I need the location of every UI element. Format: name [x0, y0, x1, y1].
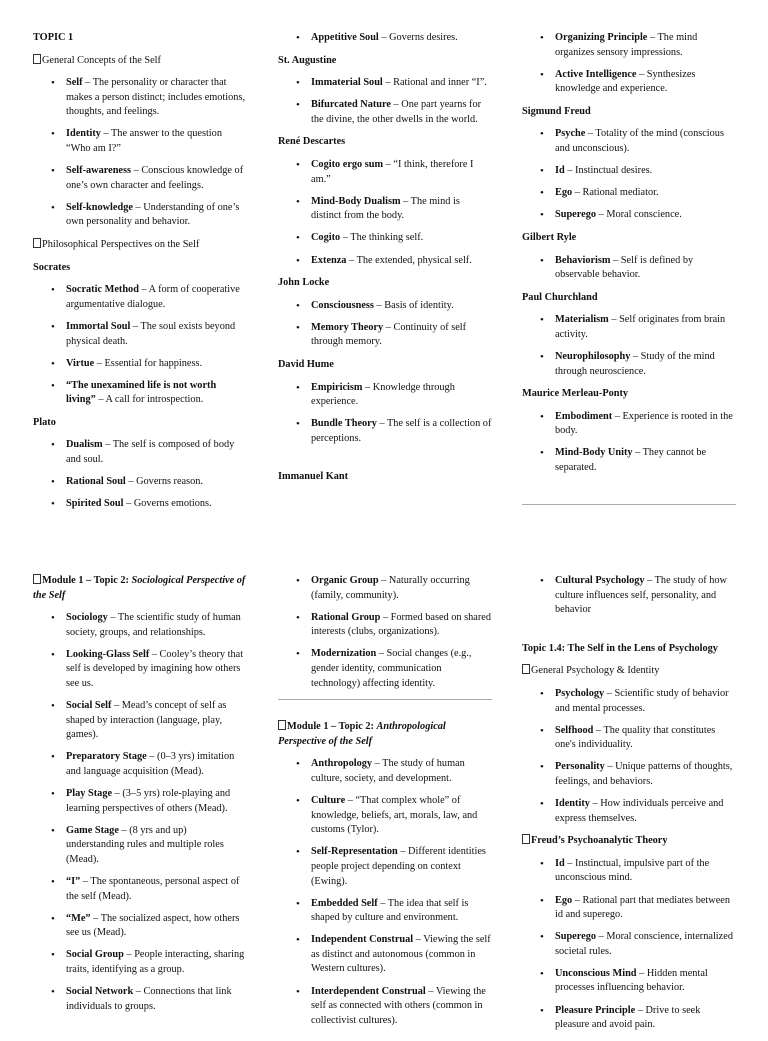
item-term: Interdependent Construal	[311, 985, 426, 997]
top-column-1	[33, 31, 247, 520]
item-description: – The spontaneous, personal aspect of the self (Mead).	[66, 876, 240, 902]
list-item	[66, 912, 247, 941]
anthropological-continued-list	[522, 574, 736, 618]
list-item	[555, 797, 736, 826]
philosopher-heading-locke: John Locke	[278, 277, 330, 289]
item-term: Cogito ergo sum	[311, 159, 384, 171]
list-item	[66, 201, 247, 230]
divider-line	[278, 699, 492, 700]
list-item	[66, 750, 247, 779]
item-term: Extenza	[311, 254, 347, 266]
philosopher-heading-kant: Immanuel Kant	[278, 471, 349, 483]
item-term: “I”	[66, 876, 81, 888]
list-item	[555, 687, 736, 716]
list-item	[555, 574, 736, 618]
item-description: – Basis of identity.	[373, 299, 454, 311]
item-term: Modernization	[311, 648, 377, 660]
list-item	[311, 417, 492, 446]
item-term: Personality	[555, 761, 605, 773]
item-description: – The personality or character that makes a person distinct; includes emotions, thoughts, and feelings.	[66, 77, 246, 118]
philosopher-heading-socrates: Socrates	[33, 261, 71, 273]
item-description: – Viewing the self as distinct and autonomous (common in Western cultures).	[311, 934, 491, 975]
item-term: Self-awareness	[66, 165, 132, 177]
item-term: Superego	[555, 209, 597, 221]
section-heading-general-psychology: General Psychology & Identity	[522, 664, 736, 679]
item-description: – They cannot be separated.	[555, 447, 707, 474]
module-heading-anthropological: Module 1 – Topic 2: Anthropological Perspective of the Self	[278, 721, 446, 747]
item-description: – A call for introspection.	[95, 394, 204, 406]
item-description: – A form of cooperative argumentative dialogue.	[66, 284, 240, 310]
item-description: – Essential for happiness.	[94, 357, 203, 369]
list-item	[311, 158, 492, 187]
item-description: – Governs desires.	[378, 32, 458, 43]
item-term: Social Self	[66, 700, 112, 712]
item-term: Identity	[66, 128, 101, 140]
list-item	[66, 76, 247, 120]
list-item	[555, 350, 736, 379]
item-term: Organizing Principle	[555, 32, 648, 43]
item-term: “The unexamined life is not worth living”	[66, 379, 217, 406]
bottom-column-3	[522, 574, 736, 1041]
item-description: – Synthesizes knowledge and experience.	[555, 68, 696, 95]
item-description: – Unique patterns of thoughts, feelings, and behaviors.	[555, 761, 733, 787]
item-term: Pleasure Principle	[555, 1004, 636, 1016]
item-description: – The answer to the question “Who am I?”	[66, 128, 222, 155]
list-item	[66, 475, 247, 490]
item-term: Organic Group	[311, 575, 379, 586]
item-description: – Self originates from brain activity.	[555, 314, 726, 340]
descartes-list	[278, 158, 492, 268]
augustine-list	[278, 76, 492, 127]
socrates-list	[33, 283, 247, 408]
item-term: Self	[66, 77, 83, 89]
item-description: – Rational and inner “I”.	[382, 77, 487, 89]
item-description: – Formed based on shared interests (clubs, organizations).	[311, 611, 491, 638]
list-item	[311, 98, 492, 127]
item-term: Unconscious Mind	[555, 967, 637, 979]
item-description: – The socialized aspect, how others see us (Mead).	[66, 912, 240, 939]
list-item	[66, 875, 247, 904]
item-term: Neurophilosophy	[555, 351, 631, 362]
item-term: Looking-Glass Self	[66, 648, 150, 660]
list-item	[555, 857, 736, 886]
list-item	[311, 254, 492, 269]
item-term: Rational Group	[311, 611, 381, 623]
item-description: – The mind is distinct from the body.	[311, 195, 460, 222]
item-description: – (8 yrs and up) understanding rules and multiple roles (Mead).	[66, 824, 224, 865]
list-item	[311, 231, 492, 246]
general-concepts-list	[33, 76, 247, 230]
item-term: Bundle Theory	[311, 418, 377, 430]
item-term: Socratic Method	[66, 284, 139, 296]
item-term: Consciousness	[311, 299, 374, 311]
item-description: – Cooley’s theory that self is developed by imagining how others see us.	[66, 648, 244, 690]
item-description: – The mind organizes sensory impressions.	[555, 32, 698, 58]
item-term: Superego	[555, 931, 597, 943]
item-term: Immaterial Soul	[311, 77, 383, 89]
topic-heading-psychology: Topic 1.4: The Self in the Lens of Psychology	[522, 642, 718, 654]
item-term: Embodiment	[555, 410, 613, 422]
merleau-ponty-list	[522, 410, 736, 476]
philosopher-heading-descartes: René Descartes	[278, 136, 346, 148]
list-item	[555, 164, 736, 179]
item-description: – The idea that self is shaped by culture and environment.	[311, 897, 469, 924]
item-description: – The quality that constitutes one's individuality.	[555, 724, 716, 751]
item-term: Spirited Soul	[66, 498, 124, 510]
list-item	[311, 76, 492, 91]
list-item	[311, 985, 492, 1029]
item-description: – The thinking self.	[340, 232, 424, 244]
item-description: – Knowledge through experience.	[311, 381, 455, 408]
item-description: – Understanding of one’s own personality and behavior.	[66, 201, 240, 228]
item-term: Identity	[555, 798, 590, 810]
list-item	[66, 497, 247, 512]
list-item	[555, 1004, 736, 1033]
item-term: Mind-Body Unity	[555, 447, 633, 459]
item-term: Cogito	[311, 232, 341, 244]
item-term: Materialism	[555, 314, 609, 326]
freud-list	[522, 127, 736, 222]
section-heading-freud-psychoanalytic: Freud’s Psychoanalytic Theory	[522, 834, 736, 849]
item-description: – Governs emotions.	[123, 498, 212, 510]
item-description: – One part yearns for the divine, the other dwells in the world.	[311, 99, 482, 125]
list-item	[66, 611, 247, 640]
item-term: Cultural Psychology	[555, 575, 645, 586]
list-item	[311, 897, 492, 926]
bullet-symbol-icon	[278, 720, 286, 730]
item-description: – Continuity of self through memory.	[311, 321, 467, 348]
list-item	[311, 381, 492, 410]
list-item	[555, 967, 736, 996]
section-heading-general-concepts: General Concepts of the Self	[33, 54, 247, 69]
list-item	[555, 410, 736, 439]
item-description: – (3–5 yrs) role-playing and learning perspectives of others (Mead).	[66, 788, 231, 814]
bullet-symbol-icon	[33, 238, 41, 248]
item-term: Self-knowledge	[66, 201, 133, 213]
item-term: “Me”	[66, 912, 91, 924]
item-description: – Governs reason.	[125, 476, 204, 488]
section-heading-philosophical: Philosophical Perspectives on the Self	[33, 238, 247, 253]
item-description: – The soul exists beyond physical death.	[66, 320, 236, 347]
general-psychology-list	[522, 687, 736, 826]
churchland-list	[522, 313, 736, 379]
item-description: – Instinctual, impulsive part of the unconscious mind.	[555, 857, 710, 884]
item-description: – Scientific study of behavior and mental processes.	[555, 687, 729, 714]
item-description: – Social changes (e.g., gender identity, communication technology) affecting identity.	[311, 648, 472, 689]
list-item	[555, 894, 736, 923]
bullet-symbol-icon	[522, 664, 530, 674]
list-item	[311, 933, 492, 977]
item-term: Id	[555, 857, 565, 869]
item-description: – The self is composed of body and soul.	[66, 439, 235, 466]
list-item	[66, 127, 247, 156]
item-term: Ego	[555, 894, 573, 906]
philosopher-heading-ryle: Gilbert Ryle	[522, 231, 577, 243]
bullet-symbol-icon	[33, 54, 41, 64]
item-term: Psychology	[555, 687, 605, 699]
item-term: Ego	[555, 187, 573, 199]
list-item	[311, 611, 492, 640]
philosopher-heading-hume: David Hume	[278, 359, 334, 370]
item-description: – Conscious knowledge of one’s own character and feelings.	[66, 165, 244, 191]
item-description: – Mead’s concept of self as shaped by interaction (language, play, games).	[66, 700, 227, 741]
list-item	[311, 195, 492, 224]
list-item	[555, 68, 736, 97]
item-description: – Connections that link individuals to groups.	[66, 986, 232, 1012]
list-item	[555, 446, 736, 475]
list-item	[311, 647, 492, 691]
list-item	[66, 379, 247, 408]
philosopher-heading-churchland: Paul Churchland	[522, 291, 598, 303]
item-description: – The study of human culture, society, and development.	[311, 758, 465, 784]
item-term: Social Network	[66, 986, 134, 998]
list-item	[555, 313, 736, 342]
list-item	[555, 930, 736, 959]
philosopher-heading-freud: Sigmund Freud	[522, 105, 591, 117]
item-term: Anthropology	[311, 758, 373, 770]
list-item	[311, 31, 492, 46]
item-description: – Experience is rooted in the body.	[555, 410, 733, 437]
list-item	[66, 948, 247, 977]
list-item	[311, 757, 492, 786]
item-description: – The extended, physical self.	[346, 254, 472, 266]
item-description: – Moral conscience, internalized societal rules.	[555, 931, 733, 957]
list-item	[66, 320, 247, 349]
list-item	[311, 845, 492, 889]
item-term: Sociology	[66, 612, 108, 624]
list-item	[66, 985, 247, 1014]
item-description: – Rational mediator.	[572, 187, 659, 199]
item-description: – Different identities people project depending on context (Ewing).	[311, 846, 486, 887]
locke-list	[278, 299, 492, 350]
list-item	[555, 127, 736, 156]
divider-line	[522, 504, 736, 505]
list-item	[66, 699, 247, 743]
item-term: Id	[555, 165, 565, 177]
list-item	[555, 254, 736, 283]
module-heading-sociological: Module 1 – Topic 2: Sociological Perspective of the Self	[33, 575, 246, 601]
kant-list	[522, 31, 736, 97]
list-item	[555, 186, 736, 201]
philosopher-heading-plato: Plato	[33, 416, 56, 428]
item-term: Appetitive Soul	[311, 32, 379, 43]
item-description: – Totality of the mind (conscious and unconscious).	[555, 128, 724, 155]
list-item	[311, 574, 492, 603]
item-description: – “I think, therefore I am.”	[311, 159, 474, 185]
item-description: – (0–3 yrs) imitation and language acquisition (Mead).	[66, 751, 235, 778]
list-item	[66, 357, 247, 372]
list-item	[66, 438, 247, 467]
anthropological-list	[278, 757, 492, 1028]
list-item	[66, 283, 247, 312]
list-item	[555, 760, 736, 789]
item-description: – Self is defined by observable behavior.	[555, 254, 694, 281]
list-item	[555, 208, 736, 223]
plato-list	[33, 438, 247, 511]
item-description: – Moral conscience.	[596, 209, 682, 221]
plato-continued-list	[278, 31, 492, 46]
list-item	[66, 164, 247, 193]
philosopher-heading-merleau-ponty: Maurice Merleau-Ponty	[522, 388, 629, 400]
bullet-symbol-icon	[33, 574, 41, 584]
freud-psychoanalytic-list	[522, 857, 736, 1033]
item-description: – Hidden mental processes influencing behavior.	[555, 967, 708, 994]
item-term: Play Stage	[66, 788, 113, 800]
bottom-column-2	[278, 574, 492, 1036]
item-term: Mind-Body Dualism	[311, 195, 401, 207]
item-term: Memory Theory	[311, 321, 384, 333]
item-description: – Instinctual desires.	[564, 165, 653, 177]
item-term: Immortal Soul	[66, 320, 131, 332]
item-term: Selfhood	[555, 724, 594, 736]
item-description: – The study of how culture influences self, personality, and behavior	[555, 575, 727, 616]
item-term: Virtue	[66, 357, 95, 369]
hume-list	[278, 381, 492, 447]
item-description: – Drive to seek pleasure and avoid pain.	[555, 1004, 701, 1031]
sociological-list	[33, 611, 247, 1014]
philosopher-heading-augustine: St. Augustine	[278, 54, 337, 66]
item-description: – The self is a collection of perceptions.	[311, 418, 492, 444]
list-item	[311, 299, 492, 314]
list-item	[66, 787, 247, 816]
item-term: Dualism	[66, 439, 103, 451]
sociological-continued-list	[278, 574, 492, 691]
item-description: – Viewing the self as connected with others (common in collectivist cultures).	[311, 985, 486, 1026]
top-column-3	[522, 31, 736, 505]
item-term: Active Intelligence	[555, 68, 637, 80]
topic-title: TOPIC 1	[33, 32, 74, 43]
item-term: Culture	[311, 795, 346, 807]
item-description: – The scientific study of human society, groups, and relationships.	[66, 612, 241, 638]
item-description: – “That complex whole” of knowledge, beliefs, art, morals, law, and customs (Tylor).	[311, 795, 478, 836]
item-term: Preparatory Stage	[66, 751, 147, 763]
list-item	[555, 31, 736, 60]
item-description: – Naturally occurring (family, community).	[311, 575, 470, 601]
item-term: Social Group	[66, 949, 124, 961]
item-term: Independent Construal	[311, 934, 414, 946]
item-description: – People interacting, sharing traits, identifying as a group.	[66, 949, 245, 976]
item-term: Game Stage	[66, 824, 119, 836]
list-item	[555, 724, 736, 753]
list-item	[66, 824, 247, 868]
top-column-2	[278, 31, 492, 493]
item-description: – Rational part that mediates between id and superego.	[555, 894, 731, 921]
bullet-symbol-icon	[522, 834, 530, 844]
bottom-column-1	[33, 574, 247, 1022]
item-description: – How individuals perceive and express themselves.	[555, 798, 724, 824]
list-item	[311, 794, 492, 838]
item-term: Embedded Self	[311, 897, 378, 909]
item-term: Rational Soul	[66, 476, 126, 488]
item-term: Psyche	[555, 128, 586, 140]
list-item	[311, 321, 492, 350]
item-description: – Study of the mind through neuroscience.	[555, 351, 715, 377]
item-term: Behaviorism	[555, 254, 611, 266]
item-term: Self-Representation	[311, 846, 398, 858]
item-term: Bifurcated Nature	[311, 99, 391, 111]
list-item	[66, 648, 247, 692]
item-term: Empiricism	[311, 381, 363, 393]
ryle-list	[522, 254, 736, 283]
